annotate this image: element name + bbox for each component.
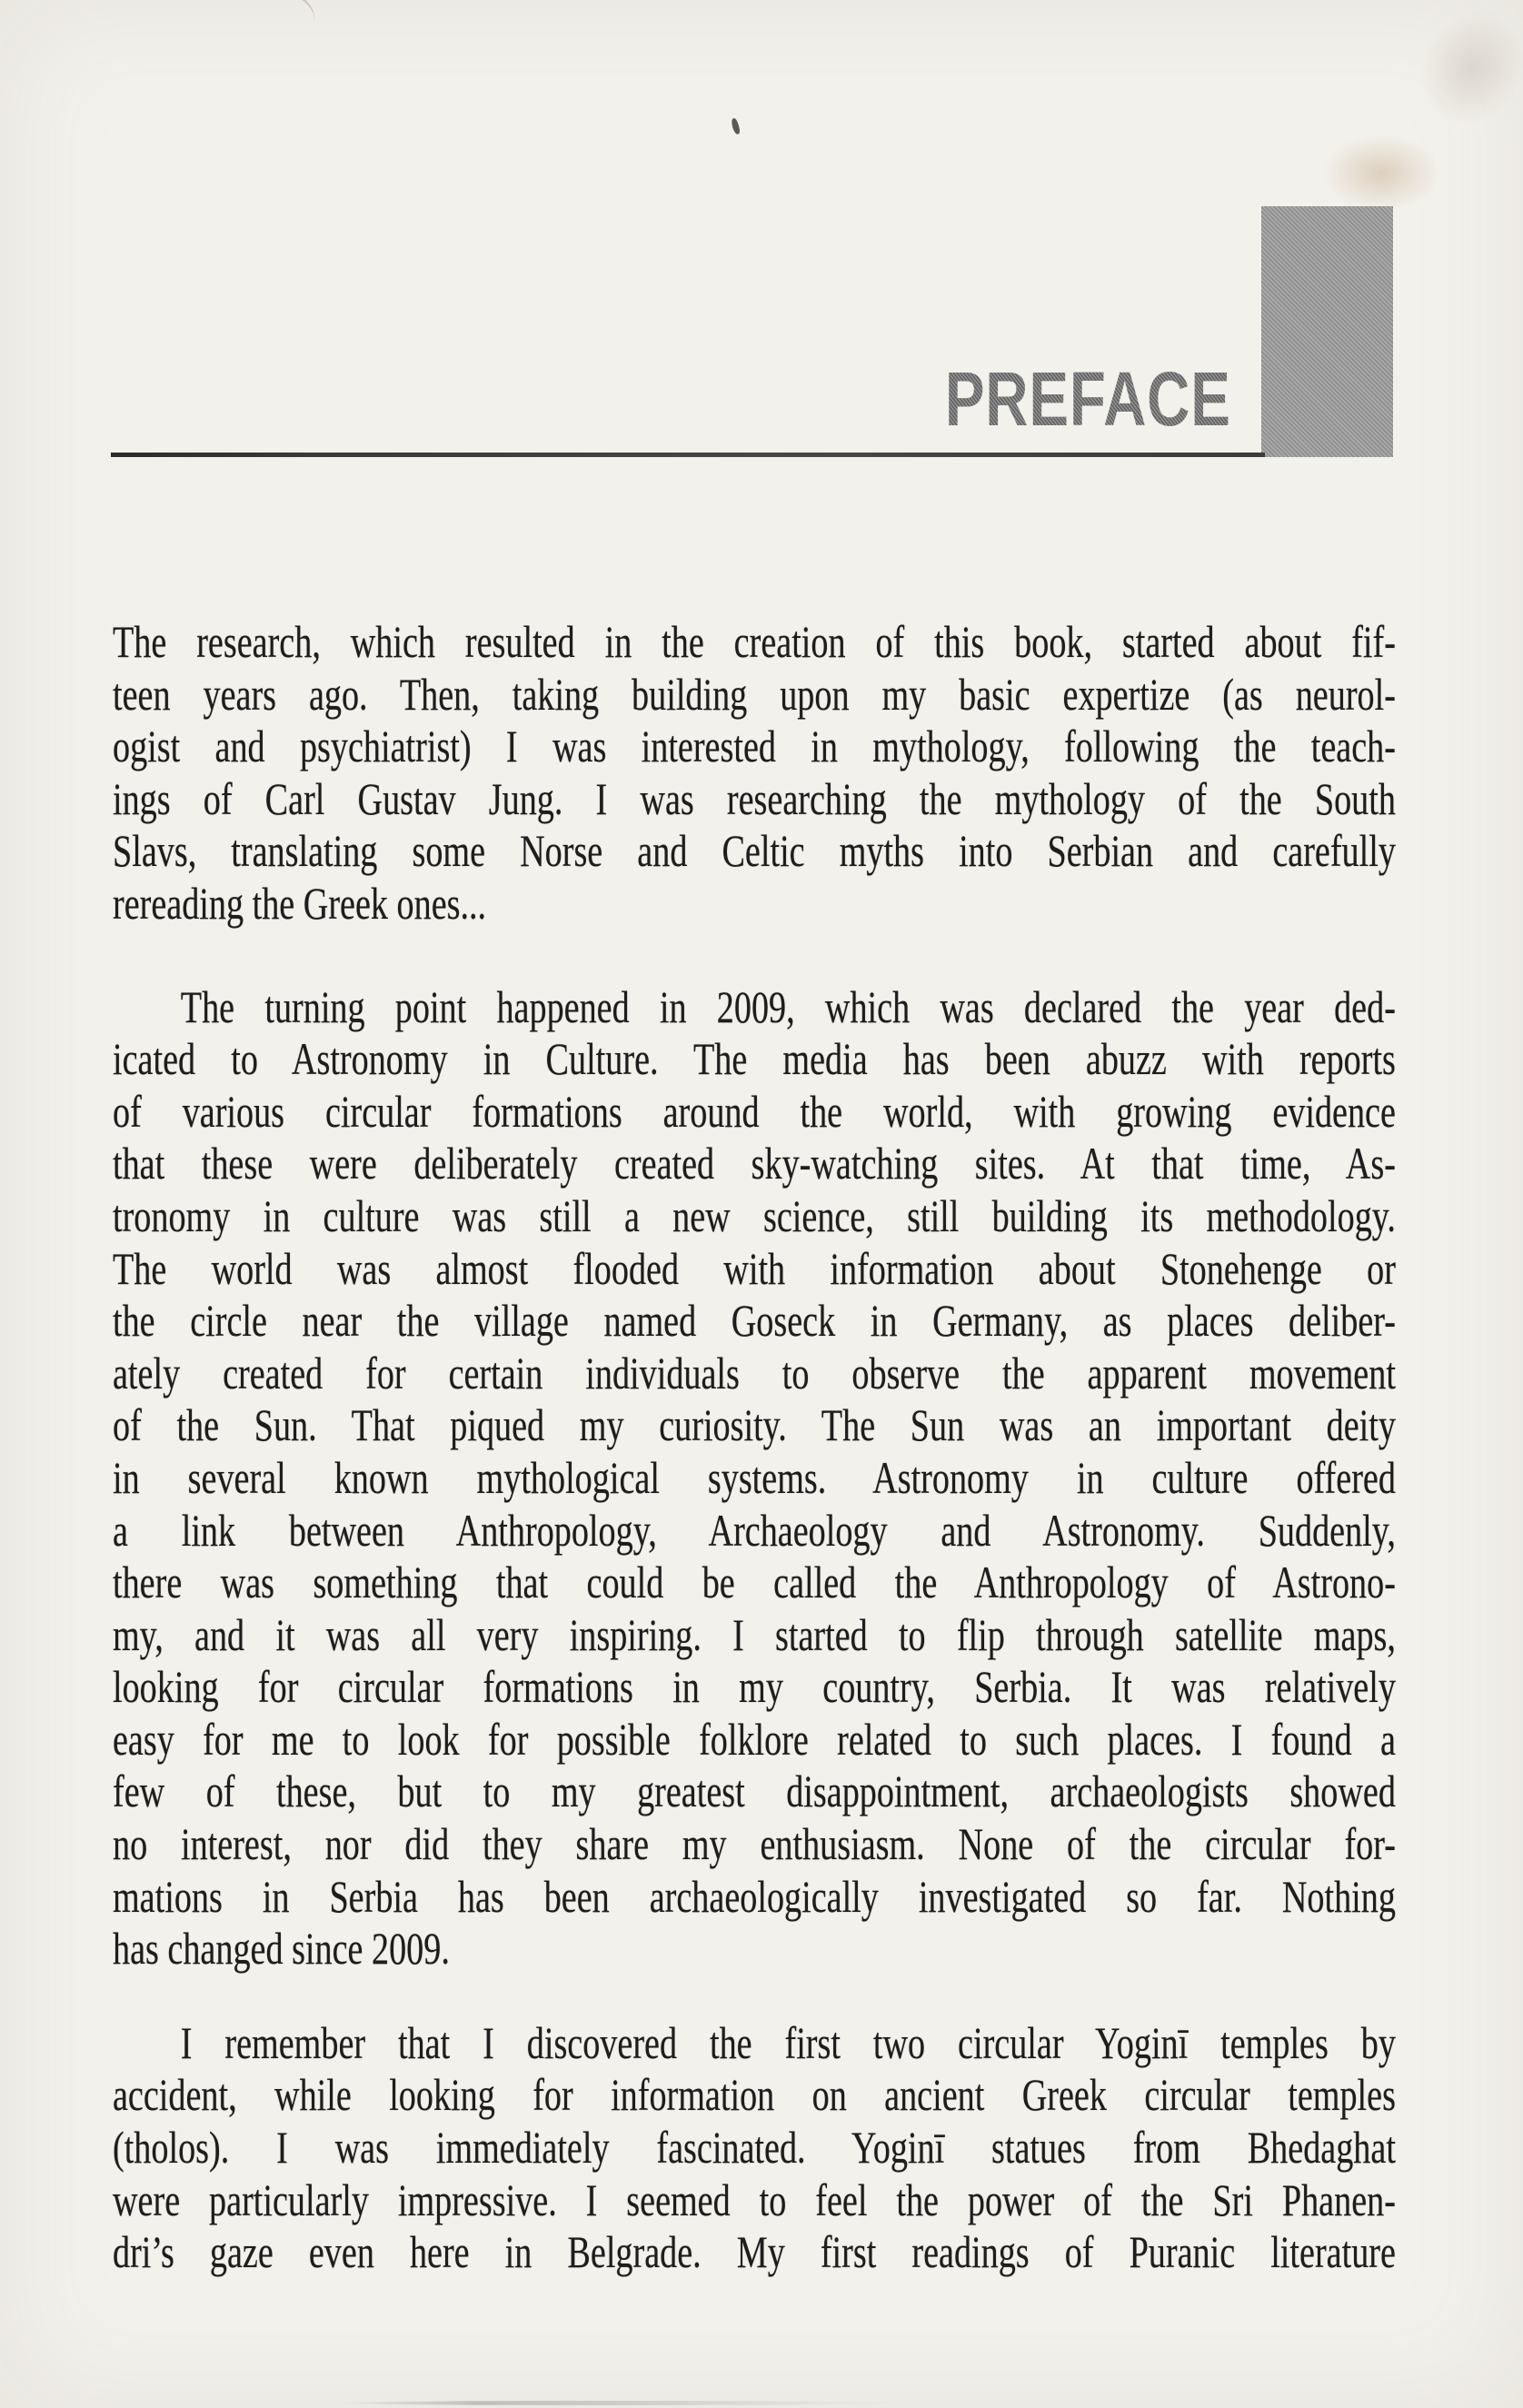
scan-smudge <box>1322 134 1440 212</box>
text-line: mations in Serbia has been archaeologically investigated so far. Nothing <box>113 1870 1396 1922</box>
text-line: no interest, nor did they share my enthusiasm. None of the circular for- <box>113 1818 1396 1870</box>
text-line: there was something that could be called the Anthropology of Astrono- <box>113 1557 1396 1608</box>
text-line: icated to Astronomy in Culture. The media has been abuzz with reports <box>113 1033 1396 1085</box>
text-line: The research, which resulted in the creation of this book, started about fif- <box>113 616 1396 667</box>
text-line: were particularly impressive. I seemed to feel the power of the Sri Phanen- <box>113 2174 1396 2225</box>
paragraph <box>113 2017 1396 2279</box>
paragraph <box>113 616 1396 930</box>
text-line: (tholos). I was immediately fascinated. Yoginī statues from Bhedaghat <box>113 2122 1396 2174</box>
text-line: ately created for certain individuals to observe the apparent movement <box>113 1347 1396 1398</box>
text-line: a link between Anthropology, Archaeology and Astronomy. Suddenly, <box>113 1504 1396 1556</box>
text-line: has changed since 2009. <box>113 1923 450 1975</box>
text-line: dri’s gaze even here in Belgrade. My first readings of Puranic literature <box>113 2226 1396 2278</box>
scan-speck <box>730 117 741 134</box>
text-line: looking for circular formations in my country, Serbia. It was relatively <box>113 1661 1396 1713</box>
scan-streak <box>336 2401 900 2405</box>
text-line: that these were deliberately created sky-watching sites. At that time, As- <box>113 1138 1396 1189</box>
text-line: teen years ago. Then, taking building upon my basic expertize (as neurol- <box>113 668 1396 720</box>
text-line: of various circular formations around the world, with growing evidence <box>113 1085 1396 1137</box>
text-line: ogist and psychiatrist) I was interested in mythology, following the teach- <box>113 721 1396 772</box>
text-line: Slavs, translating some Norse and Celtic myths into Serbian and carefully <box>113 825 1396 877</box>
paragraph <box>113 981 1396 1975</box>
text-line: rereading the Greek ones... <box>113 877 487 929</box>
text-line: the circle near the village named Goseck in Germany, as places deliber- <box>113 1295 1396 1347</box>
text-line: in several known mythological systems. Astronomy in culture offered <box>113 1451 1396 1503</box>
text-line: accident, while looking for information on ancient Greek circular temples <box>113 2069 1396 2121</box>
text-line: easy for me to look for possible folklore related to such places. I found a <box>113 1713 1396 1765</box>
page-title: PREFACE <box>945 356 1231 442</box>
header-rule <box>111 453 1265 457</box>
header-accent-block <box>1261 206 1393 457</box>
text-line: tronomy in culture was still a new science, still building its methodology. <box>113 1189 1396 1241</box>
text-line: few of these, but to my greatest disappointment, archaeologists showed <box>113 1766 1396 1817</box>
scan-smudge <box>1399 0 1523 144</box>
text-line: The turning point happened in 2009, which was declared the year ded- <box>180 980 1396 1032</box>
body-text <box>113 616 1396 2279</box>
text-line: I remember that I discovered the first two circular Yoginī temples by <box>180 2016 1396 2068</box>
text-line: The world was almost flooded with information about Stonehenge or <box>113 1242 1396 1294</box>
text-line: ings of Carl Gustav Jung. I was researching the mythology of the South <box>113 772 1396 824</box>
pencil-mark <box>238 0 323 44</box>
text-line: of the Sun. That piqued my curiosity. The Sun was an important deity <box>113 1399 1396 1451</box>
text-line: my, and it was all very inspiring. I started to flip through satellite maps, <box>113 1608 1396 1660</box>
